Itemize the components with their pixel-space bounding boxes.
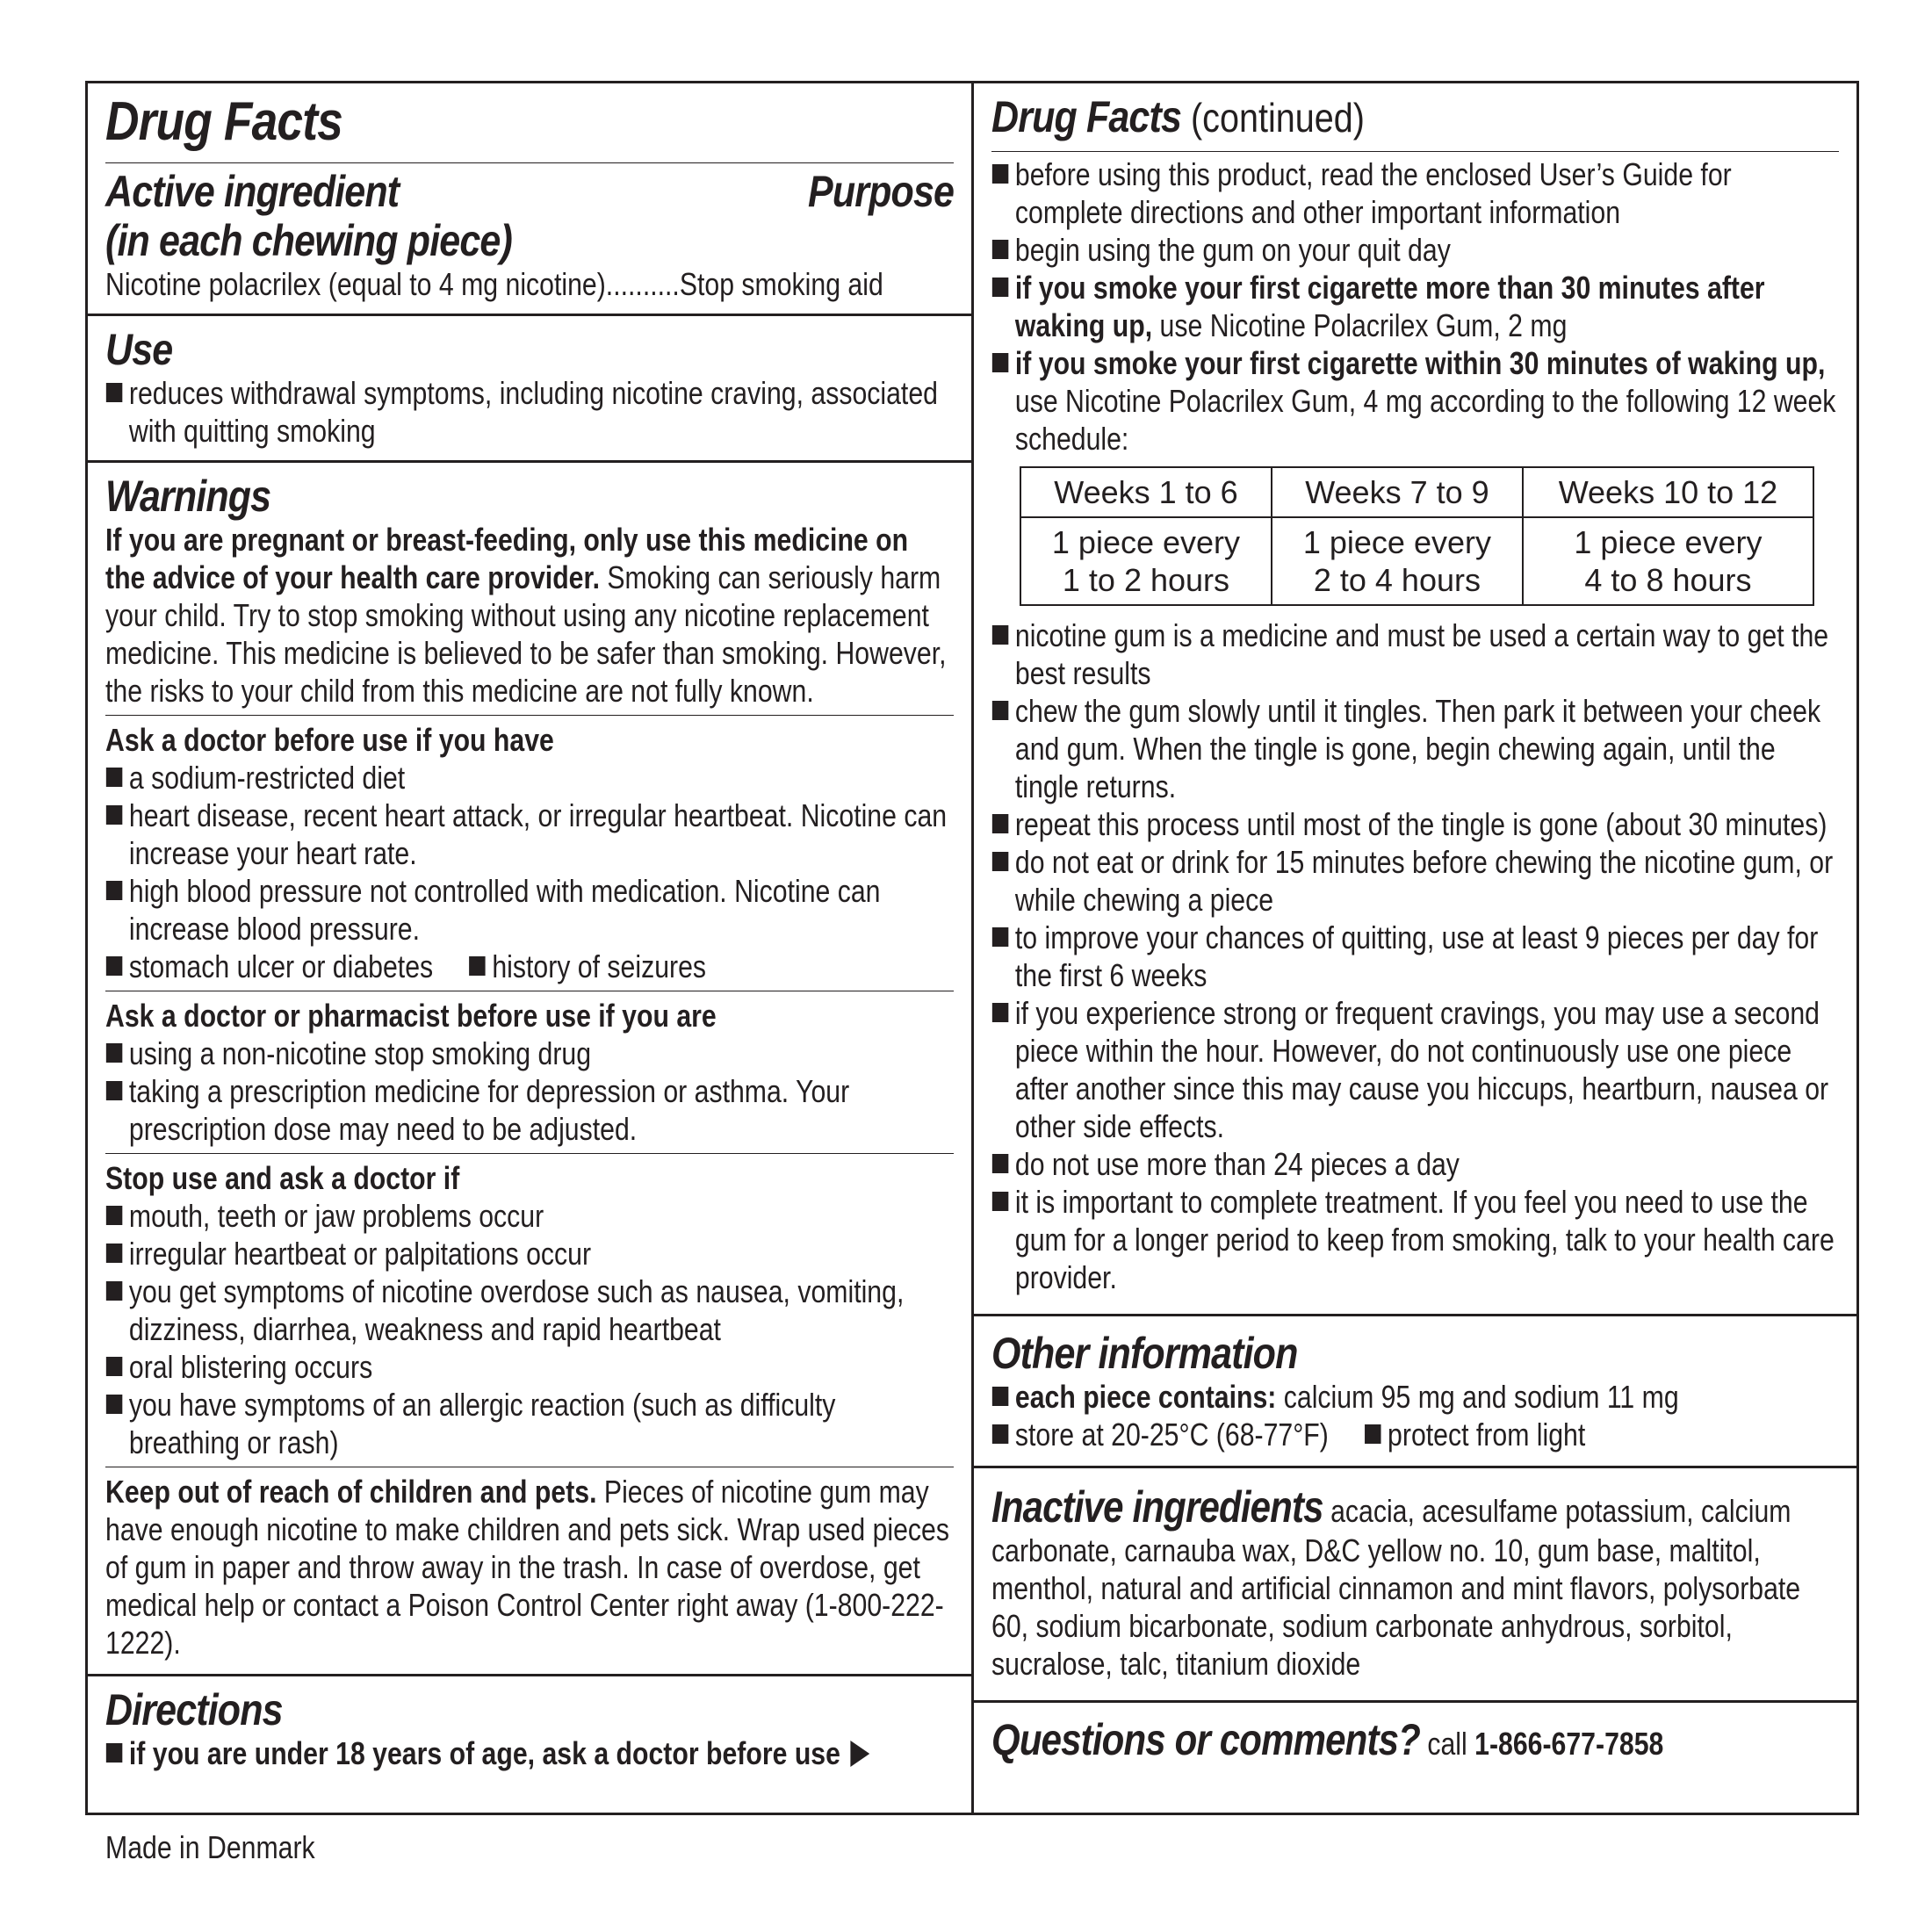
continued-title-suffix: (continued) (1181, 95, 1365, 141)
other-information-block (991, 1378, 1839, 1453)
continue-arrow-icon (851, 1741, 870, 1767)
directions-heading: Directions (105, 1685, 283, 1734)
list-item: stomach ulcer or diabetes (105, 948, 433, 985)
list-item: irregular heartbeat or palpitations occur (105, 1235, 954, 1272)
keep-out-of-reach (105, 1473, 954, 1662)
list-item: you have symptoms of an allergic reaction (such as difficulty breathing or rash) (105, 1386, 954, 1461)
pregnancy-warning (105, 521, 954, 710)
pregnancy-warning-text: Smoking can seriously harm your child. Try to stop smoking without using any nicotine replacement medicine. This medicine is believed to be safer than smoking. However, the risks to your child from this medicine are not fully known. (105, 559, 947, 709)
ask-doctor-block (105, 759, 954, 985)
other-information-heading: Other information (991, 1329, 1298, 1378)
directions-list-b (991, 616, 1839, 1296)
list-item: repeat this process until most of the tingle is gone (about 30 minutes) (991, 805, 1839, 843)
left-column (88, 83, 974, 1813)
list-item: mouth, teeth or jaw problems occur (105, 1197, 954, 1235)
questions-line (991, 1715, 1839, 1764)
warnings-section (88, 463, 971, 1676)
directions-list-a (991, 155, 1839, 458)
active-ingredient-heading: Active ingredient (105, 167, 400, 216)
dosing-schedule-table (1020, 466, 1814, 606)
directions-continued-section (974, 83, 1856, 1316)
warnings-heading: Warnings (105, 472, 271, 521)
questions-call-label: call (1419, 1726, 1475, 1762)
table-cell: 1 piece every 1 to 2 hours (1020, 517, 1272, 605)
drug-facts-panel (85, 81, 1859, 1815)
list-item: it is important to complete treatment. If you feel you need to use the gum for a longer period to keep from smoking, talk to your health care provider. (991, 1183, 1839, 1296)
stop-use-heading: Stop use and ask a doctor if (105, 1153, 954, 1197)
ingredient-purpose: Stop smoking aid (679, 266, 883, 302)
active-ingredient-row (105, 265, 954, 303)
table-header-cell: Weeks 1 to 6 (1020, 467, 1272, 517)
list-item: taking a prescription medicine for depression or asthma. Your prescription dose may need to be adjusted. (105, 1072, 954, 1148)
table-cell: 1 piece every 2 to 4 hours (1272, 517, 1523, 605)
right-column (974, 83, 1856, 1813)
use-list (105, 374, 954, 450)
list-item: store at 20-25°C (68-77°F) (991, 1416, 1329, 1453)
list-item: nicotine gum is a medicine and must be used a certain way to get the best results (991, 616, 1839, 692)
keep-out-text: Pieces of nicotine gum may have enough nicotine to make children and pets sick. Wrap used pieces of gum in paper and throw away in the trash. In case of overdose, get medical help or contact a Poison Control Center right away (1-800-222-1222). (105, 1474, 949, 1661)
table-header-cell: Weeks 7 to 9 (1272, 467, 1523, 517)
storage-inline-items (991, 1416, 1839, 1453)
list-item: oral blistering occurs (105, 1348, 954, 1386)
list-item: protect from light (1364, 1416, 1585, 1453)
table-row (1020, 517, 1813, 605)
list-item: if you smoke your first cigarette within 30 minutes of waking up, use Nicotine Polacrilex Gum, 4 mg according to the following 12 week schedule: (991, 344, 1839, 458)
list-item: high blood pressure not controlled with medication. Nicotine can increase blood pressure. (105, 872, 954, 948)
list-item: heart disease, recent heart attack, or irregular heartbeat. Nicotine can increase your heart rate. (105, 797, 954, 872)
drug-facts-continued-title (991, 92, 1720, 142)
list-item: if you smoke your first cigarette more than 30 minutes after waking up, use Nicotine Polacrilex Gum, 2 mg (991, 269, 1839, 344)
inactive-ingredients-section (974, 1468, 1856, 1703)
list-item: a sodium-restricted diet (105, 759, 954, 797)
made-in-footer: Made in Denmark (105, 1829, 315, 1865)
inactive-ingredients-text (991, 1482, 1839, 1683)
inactive-ingredients-list: acacia, acesulfame potassium, calcium carbonate, carnauba wax, D&C yellow no. 10, gum base, maltitol, menthol, natural and artificial cinnamon and mint flavors, polysorbate 60, sodium bicarbonate, sodium carbonate anhydrous, sorbitol, sucralose, talc, titanium dioxide (991, 1493, 1801, 1682)
directions-item (105, 1734, 954, 1772)
questions-section (974, 1703, 1856, 1813)
ingredient-name: Nicotine polacrilex (equal to 4 mg nicotine).......... (105, 266, 680, 302)
ask-doctor-list (105, 759, 954, 948)
list-item: each piece contains: calcium 95 mg and sodium 11 mg (991, 1378, 1839, 1416)
ask-pharmacist-list (105, 1034, 954, 1148)
drug-facts-title-section (88, 83, 971, 154)
list-item: begin using the gum on your quit day (991, 231, 1839, 269)
continued-title-main: Drug Facts (991, 92, 1182, 141)
list-item: if you experience strong or frequent cravings, you may use a second piece within the hour. However, do not continuously use one piece after another since this may cause you hiccups, heartburn, nausea or other side effects. (991, 994, 1839, 1145)
stop-use-list (105, 1197, 954, 1461)
purpose-heading: Purpose (807, 167, 954, 216)
list-item: before using this product, read the enclosed User’s Guide for complete directions and other important information (991, 155, 1839, 231)
list-item: using a non-nicotine stop smoking drug (105, 1034, 954, 1072)
ask-doctor-heading: Ask a doctor before use if you have (105, 715, 954, 759)
list-item: to improve your chances of quitting, use at least 9 pieces per day for the first 6 weeks (991, 919, 1839, 994)
table-header-row (1020, 467, 1813, 517)
table-cell: 1 piece every 4 to 8 hours (1523, 517, 1813, 605)
table-header-cell: Weeks 10 to 12 (1523, 467, 1813, 517)
ask-pharmacist-heading: Ask a doctor or pharmacist before use if you are (105, 991, 954, 1034)
inactive-ingredients-heading: Inactive ingredients (991, 1482, 1323, 1532)
list-item: do not use more than 24 pieces a day (991, 1145, 1839, 1183)
keep-out-bold: Keep out of reach of children and pets. (105, 1474, 597, 1510)
other-information-section (974, 1316, 1856, 1468)
list-item: chew the gum slowly until it tingles. Then park it between your cheek and gum. When the tingle is gone, begin chewing again, until the tingle returns. (991, 692, 1839, 805)
use-heading: Use (105, 325, 173, 374)
drug-facts-title: Drug Facts (105, 91, 342, 152)
list-item: if you are under 18 years of age, ask a doctor before use (105, 1734, 840, 1772)
list-item: reduces withdrawal symptoms, including nicotine craving, associated with quitting smoking (105, 374, 954, 450)
directions-section (88, 1676, 971, 1813)
list-item: you get symptoms of nicotine overdose such as nausea, vomiting, dizziness, diarrhea, weakness and rapid heartbeat (105, 1272, 954, 1348)
active-ingredient-subheading: (in each chewing piece) (105, 216, 512, 265)
questions-phone: 1-866-677-7858 (1474, 1726, 1664, 1762)
active-ingredient-section (88, 154, 971, 316)
use-section (88, 316, 971, 463)
list-item: history of seizures (468, 948, 706, 985)
questions-heading: Questions or comments? (991, 1715, 1420, 1764)
pregnancy-warning-bold: If you are pregnant or breast-feeding, only use this medicine on the advice of your health care provider. (105, 522, 909, 595)
ask-doctor-inline-items (105, 948, 954, 985)
list-item: do not eat or drink for 15 minutes before chewing the nicotine gum, or while chewing a piece (991, 843, 1839, 919)
